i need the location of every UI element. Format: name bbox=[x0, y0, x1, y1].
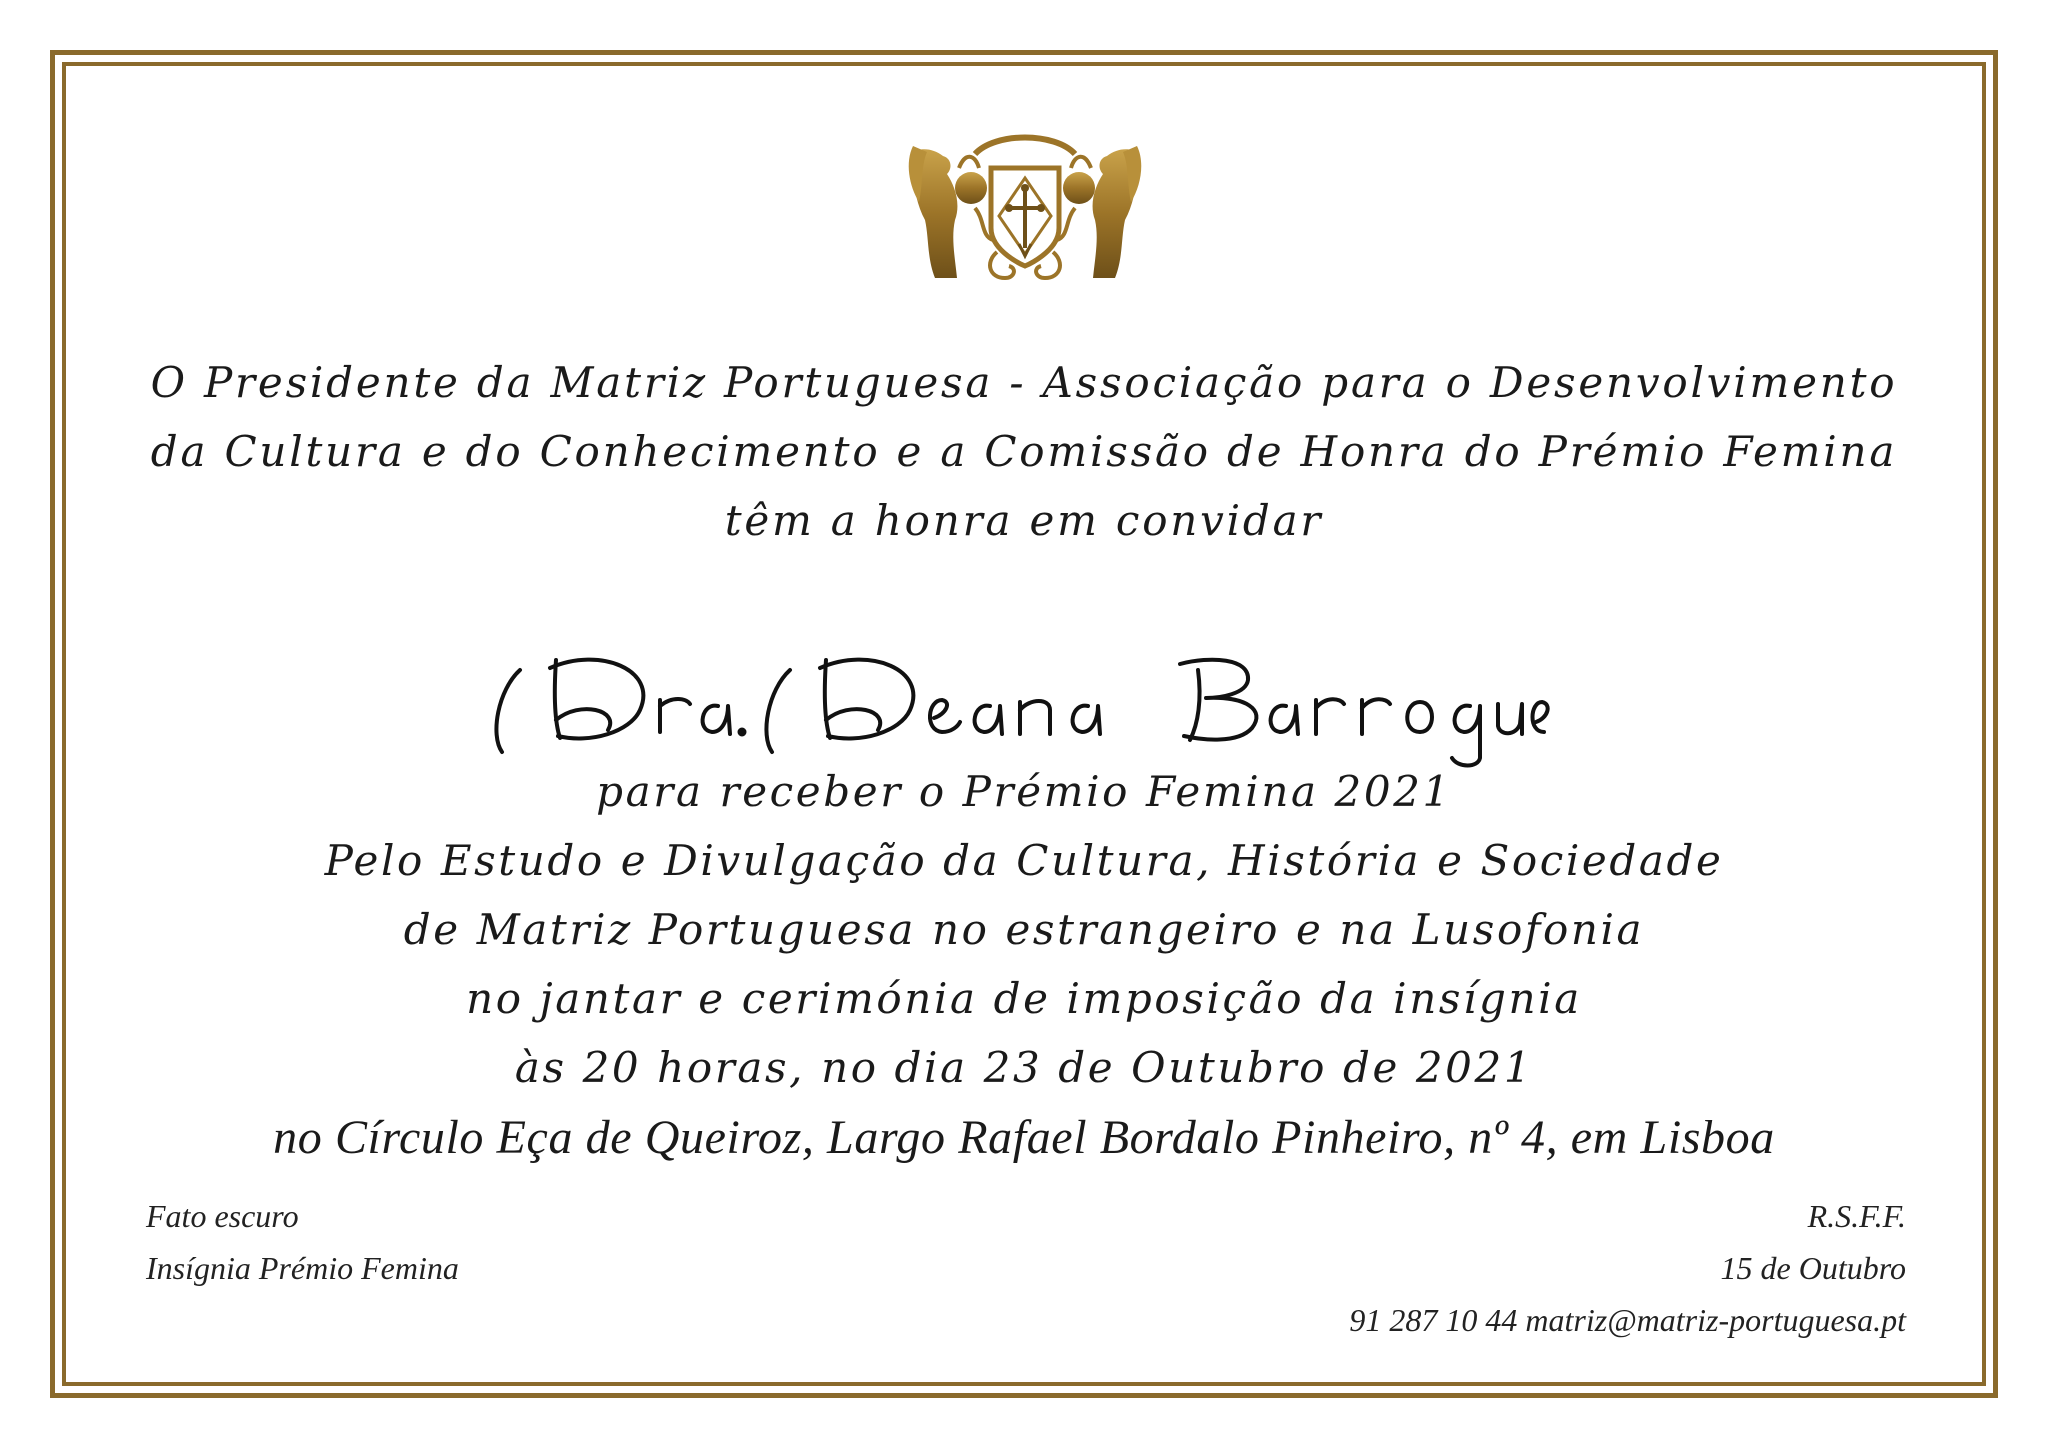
footer-right bbox=[1349, 1190, 1906, 1346]
intro-line: da Cultura e do Conhecimento e a Comissão de Honra do Prémio Femina bbox=[150, 427, 1898, 476]
detail-line: Pelo Estudo e Divulgação da Cultura, História e Sociedade bbox=[324, 836, 1724, 885]
heraldic-crest-icon bbox=[905, 128, 1145, 288]
detail-line: de Matriz Portuguesa no estrangeiro e na Lusofonia bbox=[403, 905, 1645, 954]
contact-info: 91 287 10 44 matriz@matriz-portuguesa.pt bbox=[1349, 1302, 1906, 1338]
detail-line: às 20 horas, no dia 23 de Outubro de 2021 bbox=[514, 1043, 1534, 1092]
dress-code: Fato escuro bbox=[146, 1198, 299, 1234]
footer-left bbox=[146, 1190, 459, 1294]
detail-line: no jantar e cerimónia de imposição da insígnia bbox=[466, 974, 1582, 1023]
insignia-note: Insígnia Prémio Femina bbox=[146, 1250, 459, 1286]
invitation-details bbox=[150, 757, 1898, 1102]
detail-line: para receber o Prémio Femina 2021 bbox=[596, 767, 1452, 816]
rsvp-label: R.S.F.F. bbox=[1807, 1198, 1906, 1234]
rsvp-date: 15 de Outubro bbox=[1720, 1250, 1906, 1286]
invitation-intro bbox=[150, 348, 1898, 555]
invitee-handwritten-name bbox=[490, 640, 1550, 770]
intro-line: O Presidente da Matriz Portuguesa - Associação para o Desenvolvimento bbox=[150, 358, 1898, 407]
intro-line: têm a honra em convidar bbox=[724, 496, 1324, 545]
venue-line: no Círculo Eça de Queiroz, Largo Rafael Bordalo Pinheiro, nº 4, em Lisboa bbox=[273, 1111, 1775, 1164]
